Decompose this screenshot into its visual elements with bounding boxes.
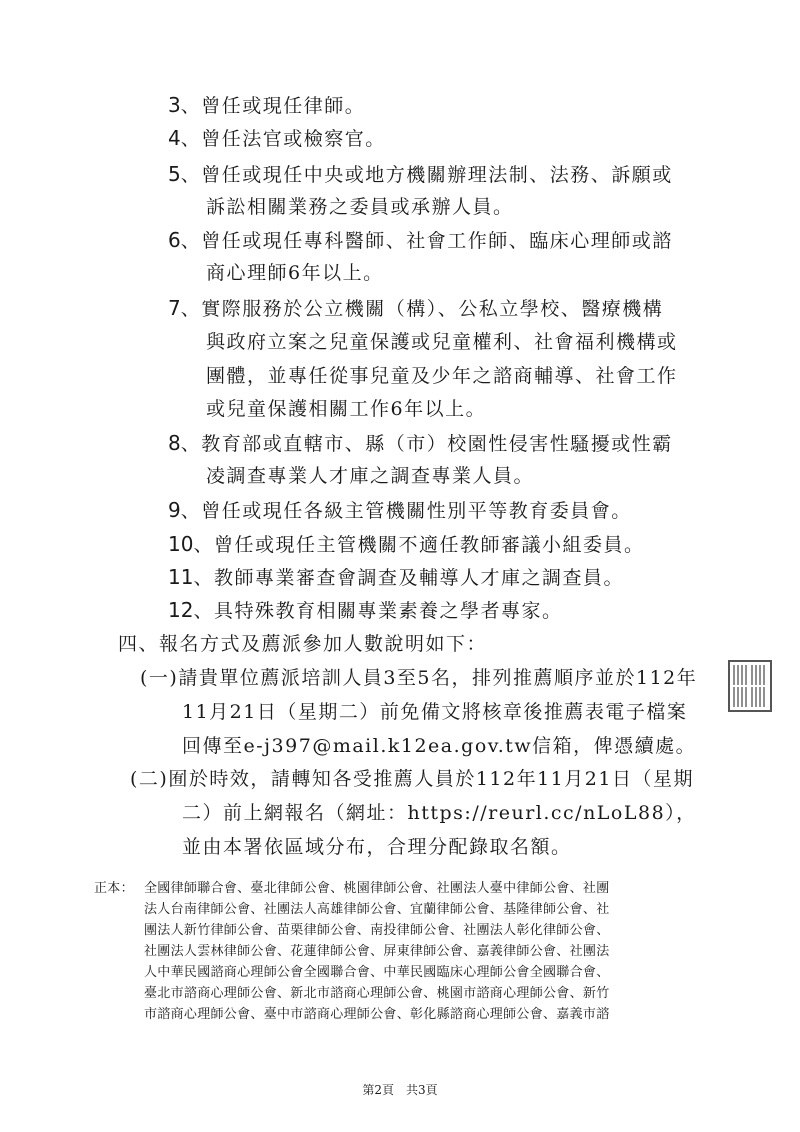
item-text-continued: 或兒童保護相關工作6年以上。 [206, 398, 487, 420]
item-text: 、曾任或現任各級主管機關性別平等教育委員會。 [180, 500, 632, 522]
list-item [168, 498, 632, 523]
item-text: 、實際服務於公立機關（構）、公私立學校、醫療機構 [180, 298, 664, 320]
item-number: 8 [168, 431, 181, 455]
sub-item-text-continued: 並由本署依區域分布，合理分配錄取名額。 [182, 836, 572, 858]
sub-item-marker: (一) [140, 667, 179, 689]
list-item [168, 228, 673, 253]
item-text: 、曾任或現任中央或地方機關辦理法制、法務、訴願或 [180, 164, 673, 186]
cc-label: 正本： [94, 881, 134, 896]
sub-item-text: 囿於時效，請轉知各受推薦人員於112年11月21日（星期 [168, 768, 694, 790]
item-number: 4 [168, 126, 181, 150]
cc-line: 全國律師聯合會、臺北律師公會、桃園律師公會、社團法人臺中律師公會、社團 [144, 881, 610, 896]
list-item [168, 93, 365, 118]
item-text: 、具特殊教育相關專業素養之學者專家。 [193, 600, 563, 622]
cc-line: 臺北市諮商心理師公會、新北市諮商心理師公會、桃園市諮商心理師公會、新竹 [144, 986, 610, 1001]
page-total: 共3頁 [406, 1083, 438, 1097]
item-text-continued: 團體，並專任從事兒童及少年之諮商輔導、社會工作 [206, 365, 678, 387]
sub-item-text: 請貴單位薦派培訓人員3至5名，排列推薦順序並於112年 [178, 667, 698, 689]
sub-item-text-continued: 11月21日（星期二）前免備文將核章後推薦表電子檔案 [182, 701, 688, 723]
official-seal-stamp [728, 660, 772, 712]
item-text-continued: 商心理師6年以上。 [206, 262, 384, 284]
list-item [168, 162, 673, 187]
cc-line: 市諮商心理師公會、臺中市諮商心理師公會、彰化縣諮商心理師公會、嘉義市諮 [144, 1007, 610, 1022]
item-text-continued: 訴訟相關業務之委員或承辦人員。 [206, 196, 514, 218]
item-text-continued: 凌調查專業人才庫之調查專業人員。 [206, 465, 535, 487]
list-item [168, 296, 663, 321]
item-number: 11 [168, 565, 194, 589]
section-heading: 四、報名方式及薦派參加人數說明如下： [118, 633, 488, 655]
sub-item [130, 767, 694, 791]
item-number: 6 [168, 228, 181, 252]
item-number: 9 [168, 498, 181, 522]
list-item [168, 598, 562, 623]
item-number: 12 [168, 598, 194, 622]
item-number: 5 [168, 162, 181, 186]
item-number: 3 [168, 93, 181, 117]
cc-line: 團法人新竹律師公會、苗栗律師公會、南投律師公會、社團法人彰化律師公會、 [144, 923, 610, 938]
sub-item-marker: (二) [130, 768, 169, 790]
page-number: 第2頁 [362, 1083, 394, 1097]
cc-line: 法人台南律師公會、社團法人高雄律師公會、宜蘭律師公會、基隆律師公會、社 [144, 902, 610, 917]
list-item [168, 126, 386, 151]
sub-item-text-continued: 回傳至e-j397@mail.k12ea.gov.tw信箱，俾憑續處。 [182, 735, 697, 757]
sub-item-text-continued: 二）前上網報名（網址：https://reurl.cc/nLoL88）， [182, 802, 697, 824]
item-text: 、曾任法官或檢察官。 [180, 128, 386, 150]
sub-item [140, 666, 697, 690]
list-item [168, 431, 673, 456]
item-text: 、曾任或現任律師。 [180, 95, 366, 117]
item-text: 、教師專業審查會調查及輔導人才庫之調查員。 [193, 567, 624, 589]
cc-line: 人中華民國諮商心理師公會全國聯合會、中華民國臨床心理師公會全國聯合會、 [144, 965, 610, 980]
list-item [168, 565, 624, 590]
item-text: 、曾任或現任主管機關不適任教師審議小組委員。 [193, 534, 645, 556]
cc-line: 社團法人雲林律師公會、花蓮律師公會、屏東律師公會、嘉義律師公會、社團法 [144, 944, 610, 959]
item-text: 、教育部或直轄市、縣（市）校園性侵害性騷擾或性霸 [180, 433, 673, 455]
item-number: 7 [168, 296, 181, 320]
list-item [168, 532, 644, 557]
item-text: 、曾任或現任專科醫師、社會工作師、臨床心理師或諮 [180, 230, 673, 252]
item-number: 10 [168, 532, 194, 556]
item-text-continued: 與政府立案之兒童保護或兒童權利、社會福利機構或 [206, 331, 678, 353]
page-footer [0, 1082, 800, 1098]
